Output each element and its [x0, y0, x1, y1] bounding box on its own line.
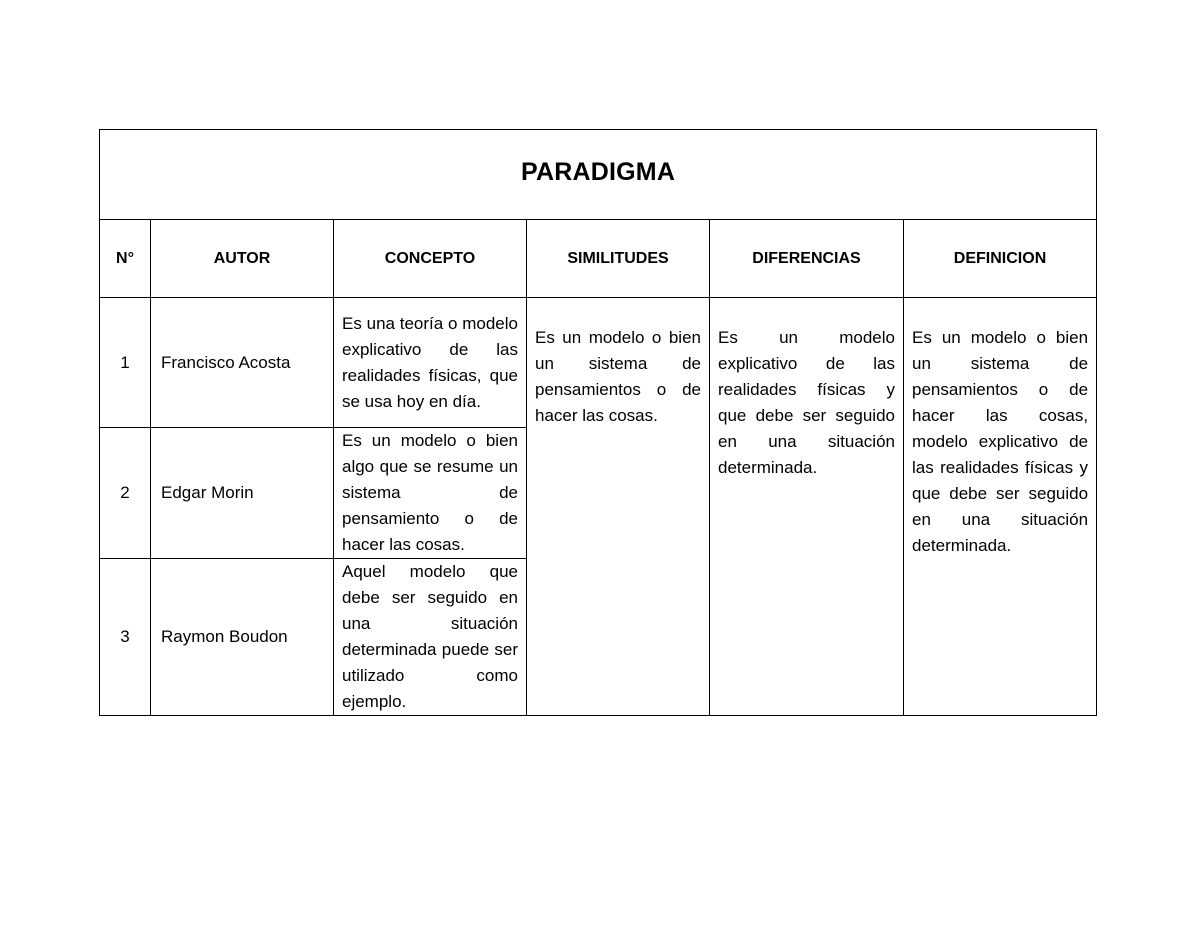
row-concept: Es un modelo o bien algo que se resume un sistema de pensamiento o de hacer las cosas. [334, 428, 527, 559]
header-similitudes: SIMILITUDES [527, 220, 710, 298]
row-concept: Es una teoría o modelo explicativo de las realidades físicas, que se usa hoy en día. [334, 298, 527, 428]
header-row [100, 220, 1097, 298]
row-author: Raymon Boudon [151, 559, 334, 716]
row-number: 3 [100, 559, 151, 716]
definicion-cell: Es un modelo o bien un sistema de pensamientos o de hacer las cosas, modelo explicativo de las realidades físicas y que debe ser seguido en una situación determinada. [904, 298, 1097, 716]
header-concepto: CONCEPTO [334, 220, 527, 298]
header-num: N° [100, 220, 151, 298]
diferencias-cell: Es un modelo explicativo de las realidades físicas y que debe ser seguido en una situación determinada. [710, 298, 904, 716]
header-definicion: DEFINICION [904, 220, 1097, 298]
row-author: Francisco Acosta [151, 298, 334, 428]
paradigma-table [99, 129, 1097, 716]
row-number: 2 [100, 428, 151, 559]
row-author: Edgar Morin [151, 428, 334, 559]
row-number: 1 [100, 298, 151, 428]
header-autor: AUTOR [151, 220, 334, 298]
similitudes-cell: Es un modelo o bien un sistema de pensamientos o de hacer las cosas. [527, 298, 710, 716]
table-title-cell [100, 130, 1097, 220]
row-concept: Aquel modelo que debe ser seguido en una situación determinada puede ser utilizado como ejemplo. [334, 559, 527, 716]
table-title: PARADIGMA [520, 158, 676, 186]
header-diferencias: DIFERENCIAS [710, 220, 904, 298]
table-row [100, 298, 1097, 428]
title-row [100, 130, 1097, 220]
